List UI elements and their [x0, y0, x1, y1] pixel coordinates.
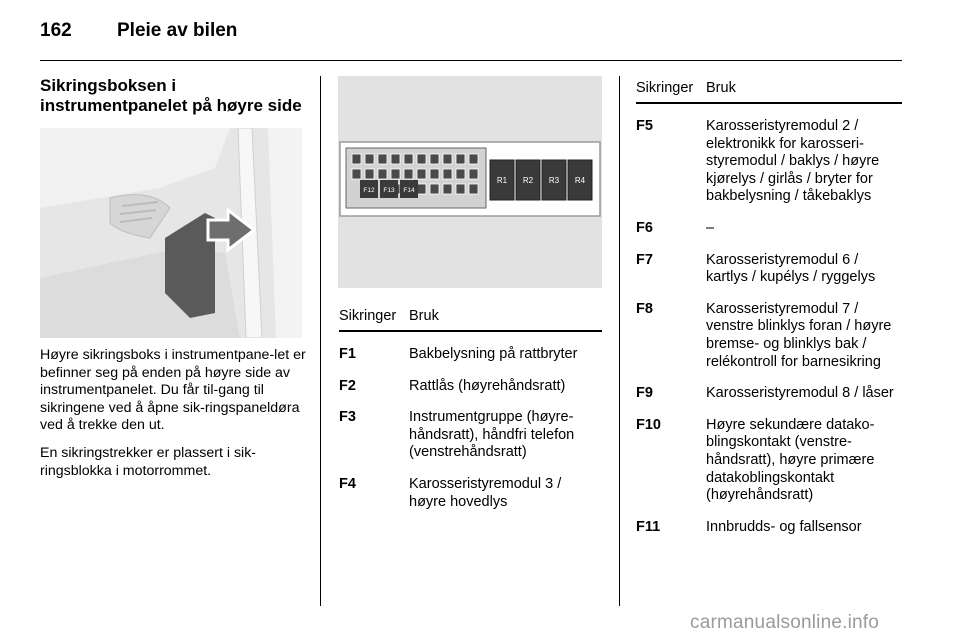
fuse-description: Instrumentgruppe (høyre-håndsratt), håndfri telefon (venstrehåndsratt) — [409, 409, 575, 461]
fuse-label-group — [360, 180, 418, 198]
fuse-code: F8 — [636, 300, 653, 317]
table-row — [636, 519, 902, 537]
fuse-code: F3 — [339, 409, 356, 426]
fuse-description: Høyre sekundære datako-blingskontakt (venstre-håndsratt), høyre primære datakoblingskontakt (høyrehåndsratt) — [706, 416, 875, 504]
fuse-slot — [391, 169, 400, 179]
fuse-slot — [456, 154, 465, 164]
fuse-label-f12: F12 — [363, 187, 375, 194]
column-divider-right — [619, 76, 620, 606]
fuse-slot — [352, 154, 361, 164]
fuse-description: Karosseristyremodul 7 / venstre blinklys foran / høyre bremse- og blinklys bak / relékontroll for barnesikring — [706, 300, 892, 370]
fuse-description: Karosseristyremodul 8 / låser — [706, 385, 894, 402]
fuse-table-2-rows — [636, 118, 902, 536]
fuse-slot — [469, 184, 478, 194]
page-header — [40, 20, 902, 60]
fuse-slot — [417, 154, 426, 164]
fuse-slot — [378, 154, 387, 164]
fuse-code: F7 — [636, 251, 653, 268]
fuse-label-f13: F13 — [383, 187, 395, 194]
fuse-table-1-rows — [339, 346, 602, 511]
section-heading — [40, 76, 310, 116]
fuse-code: F5 — [636, 118, 653, 134]
col-header-use: Bruk — [409, 308, 439, 324]
fuse-slot — [378, 169, 387, 179]
relay-r3: R3 — [548, 176, 560, 185]
fuse-slot — [469, 169, 478, 179]
section-heading-line-1: Sikringsboksen i — [40, 76, 177, 95]
header-rule — [40, 60, 902, 61]
fuse-code: F6 — [636, 219, 653, 236]
table-row — [636, 252, 902, 287]
fuse-description: Karosseristyremodul 2 / elektronikk for karosseri-styremodul / baklys / høyre kjørelys / girlås / bryter for bakbelysning / tåkebaklys — [706, 118, 880, 205]
fuse-slot — [443, 184, 452, 194]
col-header-fuses: Sikringer — [636, 80, 694, 96]
fuse-slot — [469, 154, 478, 164]
dashboard-illustration — [40, 128, 302, 338]
watermark: carmanualsonline.info — [690, 612, 880, 633]
fuse-description: Rattlås (høyrehåndsratt) — [409, 377, 566, 394]
fuse-code: F11 — [636, 518, 661, 535]
fuse-slot — [456, 184, 465, 194]
fuse-description: Innbrudds- og fallsensor — [706, 518, 862, 535]
fuse-description: Karosseristyremodul 6 / kartlys / kupélys / ryggelys — [706, 251, 876, 286]
table-row — [636, 220, 902, 238]
fusebox-illustration — [338, 76, 602, 288]
fuse-slot — [391, 154, 400, 164]
fuse-table-1 — [339, 304, 602, 511]
relay-r2: R2 — [522, 176, 534, 185]
paragraph-2: En sikringstrekker er plassert i sik-ringsblokka i motorrommet. — [40, 444, 257, 479]
table-row — [636, 118, 902, 206]
fuse-table-2-header — [636, 76, 902, 104]
fuse-slot — [443, 169, 452, 179]
section-body — [40, 347, 306, 490]
fuse-slot — [352, 169, 361, 179]
fuse-slot — [365, 154, 374, 164]
page-number: 162 — [40, 20, 72, 41]
fuse-slot — [404, 154, 413, 164]
fuse-slot — [404, 169, 413, 179]
fuse-slot — [430, 154, 439, 164]
fuse-table-1-header — [339, 304, 602, 332]
fuse-slot — [417, 169, 426, 179]
fuse-slot — [417, 184, 426, 194]
fuse-code: F1 — [339, 346, 356, 362]
fuse-slot — [430, 184, 439, 194]
fuse-slot — [443, 154, 452, 164]
col-header-fuses: Sikringer — [339, 308, 397, 324]
fuse-code: F2 — [339, 377, 356, 394]
fusebox-diagram — [338, 76, 602, 288]
dashboard-photo — [40, 128, 302, 338]
fuse-table-2 — [636, 76, 902, 536]
paragraph-1: Høyre sikringsboks i instrumentpane-let er befinner seg på enden på høyre side av instrumentpanelet. Du får til-gang til sikringene ved å åpne sik-ringspaneldøra ved å trekke den ut. — [40, 347, 306, 434]
table-row — [339, 476, 602, 511]
fuse-slot — [456, 169, 465, 179]
col-header-use: Bruk — [706, 80, 736, 96]
fuse-description: Karosseristyremodul 3 / høyre hovedlys — [409, 475, 562, 510]
section-heading-line-2: instrumentpanelet på høyre side — [40, 96, 302, 115]
page-title: Pleie av bilen — [117, 20, 238, 41]
table-row — [339, 409, 602, 462]
fuse-code: F9 — [636, 385, 653, 402]
table-row — [339, 378, 602, 396]
column-divider-left — [320, 76, 321, 606]
relay-r4: R4 — [574, 176, 586, 185]
table-row — [636, 385, 902, 403]
fuse-code: F4 — [339, 475, 356, 492]
relay-r1: R1 — [496, 176, 508, 185]
table-row — [636, 417, 902, 505]
fuse-slot — [430, 169, 439, 179]
fuse-description: Bakbelysning på rattbryter — [409, 346, 578, 362]
fuse-slot — [365, 169, 374, 179]
table-row — [339, 346, 602, 364]
fuse-code: F10 — [636, 416, 661, 433]
fuse-description: – — [706, 219, 715, 236]
table-row — [636, 301, 902, 371]
fuse-label-f14: F14 — [403, 187, 415, 194]
